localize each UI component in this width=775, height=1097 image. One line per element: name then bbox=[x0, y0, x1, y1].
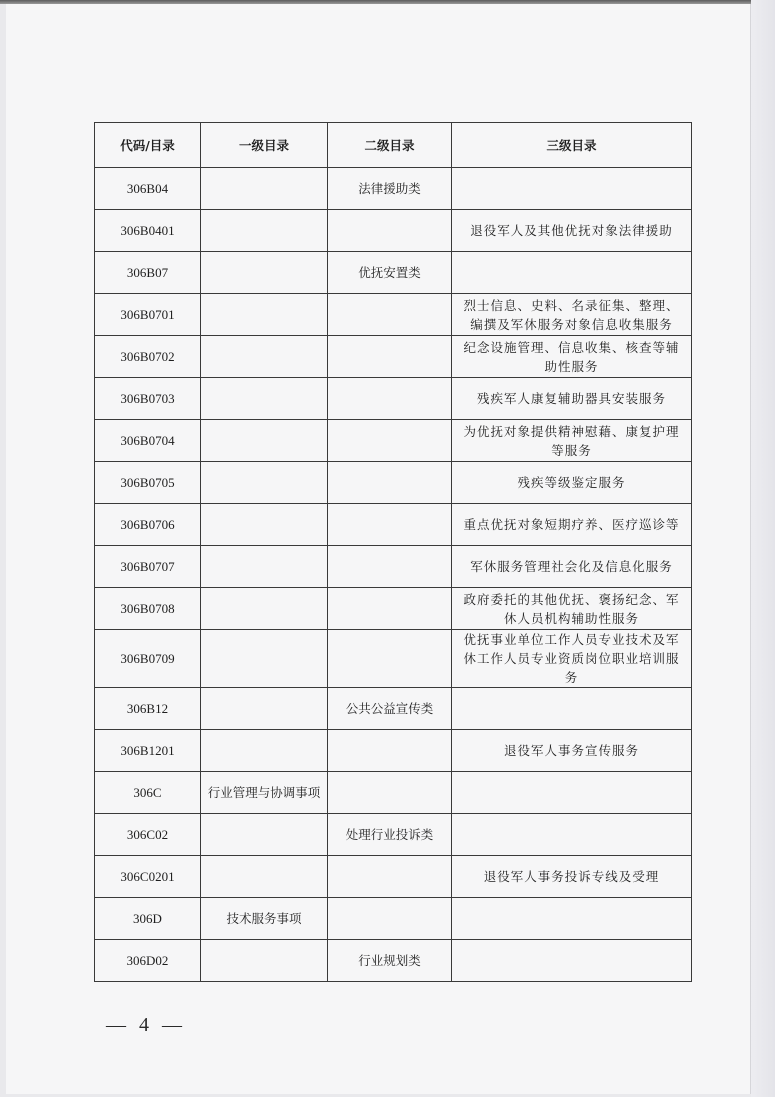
row-level3: 退役军人事务宣传服务 bbox=[452, 730, 692, 772]
table-row bbox=[95, 814, 692, 856]
table-row bbox=[95, 294, 692, 336]
table-body bbox=[95, 168, 692, 982]
row-level1 bbox=[201, 940, 328, 982]
row-code: 306B0702 bbox=[95, 336, 201, 378]
row-level3: 优抚事业单位工作人员专业技术及军休工作人员专业资质岗位职业培训服务 bbox=[452, 630, 692, 688]
table-row bbox=[95, 504, 692, 546]
row-level1 bbox=[201, 378, 328, 420]
row-level2 bbox=[328, 378, 452, 420]
row-level2 bbox=[328, 588, 452, 630]
table-row bbox=[95, 772, 692, 814]
table-header-row bbox=[95, 123, 692, 168]
header-level3: 三级目录 bbox=[452, 123, 692, 168]
row-code: 306C bbox=[95, 772, 201, 814]
row-code: 306B0706 bbox=[95, 504, 201, 546]
row-level3: 军休服务管理社会化及信息化服务 bbox=[452, 546, 692, 588]
row-level2 bbox=[328, 294, 452, 336]
row-code: 306B0705 bbox=[95, 462, 201, 504]
row-code: 306D bbox=[95, 898, 201, 940]
catalog-table bbox=[94, 122, 692, 982]
row-level2 bbox=[328, 898, 452, 940]
page-number: — 4 — bbox=[106, 1014, 186, 1036]
table-row bbox=[95, 630, 692, 688]
row-level1 bbox=[201, 630, 328, 688]
row-level3 bbox=[452, 898, 692, 940]
row-code: 306B07 bbox=[95, 252, 201, 294]
row-level3 bbox=[452, 940, 692, 982]
row-level1 bbox=[201, 730, 328, 772]
row-level1 bbox=[201, 814, 328, 856]
row-level1 bbox=[201, 210, 328, 252]
row-level3 bbox=[452, 688, 692, 730]
row-level3 bbox=[452, 772, 692, 814]
row-level1 bbox=[201, 688, 328, 730]
row-level3 bbox=[452, 168, 692, 210]
row-level2 bbox=[328, 772, 452, 814]
row-level1 bbox=[201, 294, 328, 336]
row-level2 bbox=[328, 462, 452, 504]
row-level3: 纪念设施管理、信息收集、核查等辅助性服务 bbox=[452, 336, 692, 378]
row-code: 306B0707 bbox=[95, 546, 201, 588]
header-level1: 一级目录 bbox=[201, 123, 328, 168]
row-level3 bbox=[452, 814, 692, 856]
row-level1 bbox=[201, 420, 328, 462]
row-level2: 处理行业投诉类 bbox=[328, 814, 452, 856]
row-level3 bbox=[452, 252, 692, 294]
header-level2: 二级目录 bbox=[328, 123, 452, 168]
row-code: 306B0703 bbox=[95, 378, 201, 420]
table-row bbox=[95, 210, 692, 252]
row-level2 bbox=[328, 336, 452, 378]
row-level2: 法律援助类 bbox=[328, 168, 452, 210]
row-level3: 重点优抚对象短期疗养、医疗巡诊等 bbox=[452, 504, 692, 546]
row-level2 bbox=[328, 504, 452, 546]
table-row bbox=[95, 420, 692, 462]
row-code: 306B1201 bbox=[95, 730, 201, 772]
row-level3: 残疾等级鉴定服务 bbox=[452, 462, 692, 504]
table-row bbox=[95, 252, 692, 294]
row-level2: 优抚安置类 bbox=[328, 252, 452, 294]
row-level1 bbox=[201, 588, 328, 630]
row-level2 bbox=[328, 630, 452, 688]
row-code: 306B0708 bbox=[95, 588, 201, 630]
row-code: 306B0701 bbox=[95, 294, 201, 336]
table-row bbox=[95, 940, 692, 982]
row-code: 306B0704 bbox=[95, 420, 201, 462]
row-level1: 技术服务事项 bbox=[201, 898, 328, 940]
table-row bbox=[95, 688, 692, 730]
row-code: 306B0401 bbox=[95, 210, 201, 252]
row-code: 306C0201 bbox=[95, 856, 201, 898]
row-level1 bbox=[201, 336, 328, 378]
row-level3: 烈士信息、史料、名录征集、整理、编撰及军休服务对象信息收集服务 bbox=[452, 294, 692, 336]
table-row bbox=[95, 378, 692, 420]
row-level2: 行业规划类 bbox=[328, 940, 452, 982]
row-level1 bbox=[201, 252, 328, 294]
row-code: 306B0709 bbox=[95, 630, 201, 688]
header-code: 代码/目录 bbox=[95, 123, 201, 168]
row-code: 306D02 bbox=[95, 940, 201, 982]
row-level1 bbox=[201, 856, 328, 898]
table-row bbox=[95, 856, 692, 898]
table-row bbox=[95, 898, 692, 940]
row-level3: 政府委托的其他优抚、褒扬纪念、军休人员机构辅助性服务 bbox=[452, 588, 692, 630]
row-code: 306B12 bbox=[95, 688, 201, 730]
row-level2: 公共公益宣传类 bbox=[328, 688, 452, 730]
row-level2 bbox=[328, 546, 452, 588]
row-level1: 行业管理与协调事项 bbox=[201, 772, 328, 814]
row-level1 bbox=[201, 546, 328, 588]
row-level3: 为优抚对象提供精神慰藉、康复护理等服务 bbox=[452, 420, 692, 462]
row-level2 bbox=[328, 730, 452, 772]
row-code: 306C02 bbox=[95, 814, 201, 856]
table-row bbox=[95, 546, 692, 588]
table-row bbox=[95, 588, 692, 630]
row-level1 bbox=[201, 168, 328, 210]
table-row bbox=[95, 730, 692, 772]
table-row bbox=[95, 168, 692, 210]
table-row bbox=[95, 462, 692, 504]
scan-edge-right bbox=[751, 0, 775, 1097]
row-level1 bbox=[201, 462, 328, 504]
row-level2 bbox=[328, 210, 452, 252]
row-level2 bbox=[328, 856, 452, 898]
row-level3: 退役军人事务投诉专线及受理 bbox=[452, 856, 692, 898]
table-row bbox=[95, 336, 692, 378]
row-level1 bbox=[201, 504, 328, 546]
row-level3: 残疾军人康复辅助器具安装服务 bbox=[452, 378, 692, 420]
row-code: 306B04 bbox=[95, 168, 201, 210]
row-level2 bbox=[328, 420, 452, 462]
row-level3: 退役军人及其他优抚对象法律援助 bbox=[452, 210, 692, 252]
